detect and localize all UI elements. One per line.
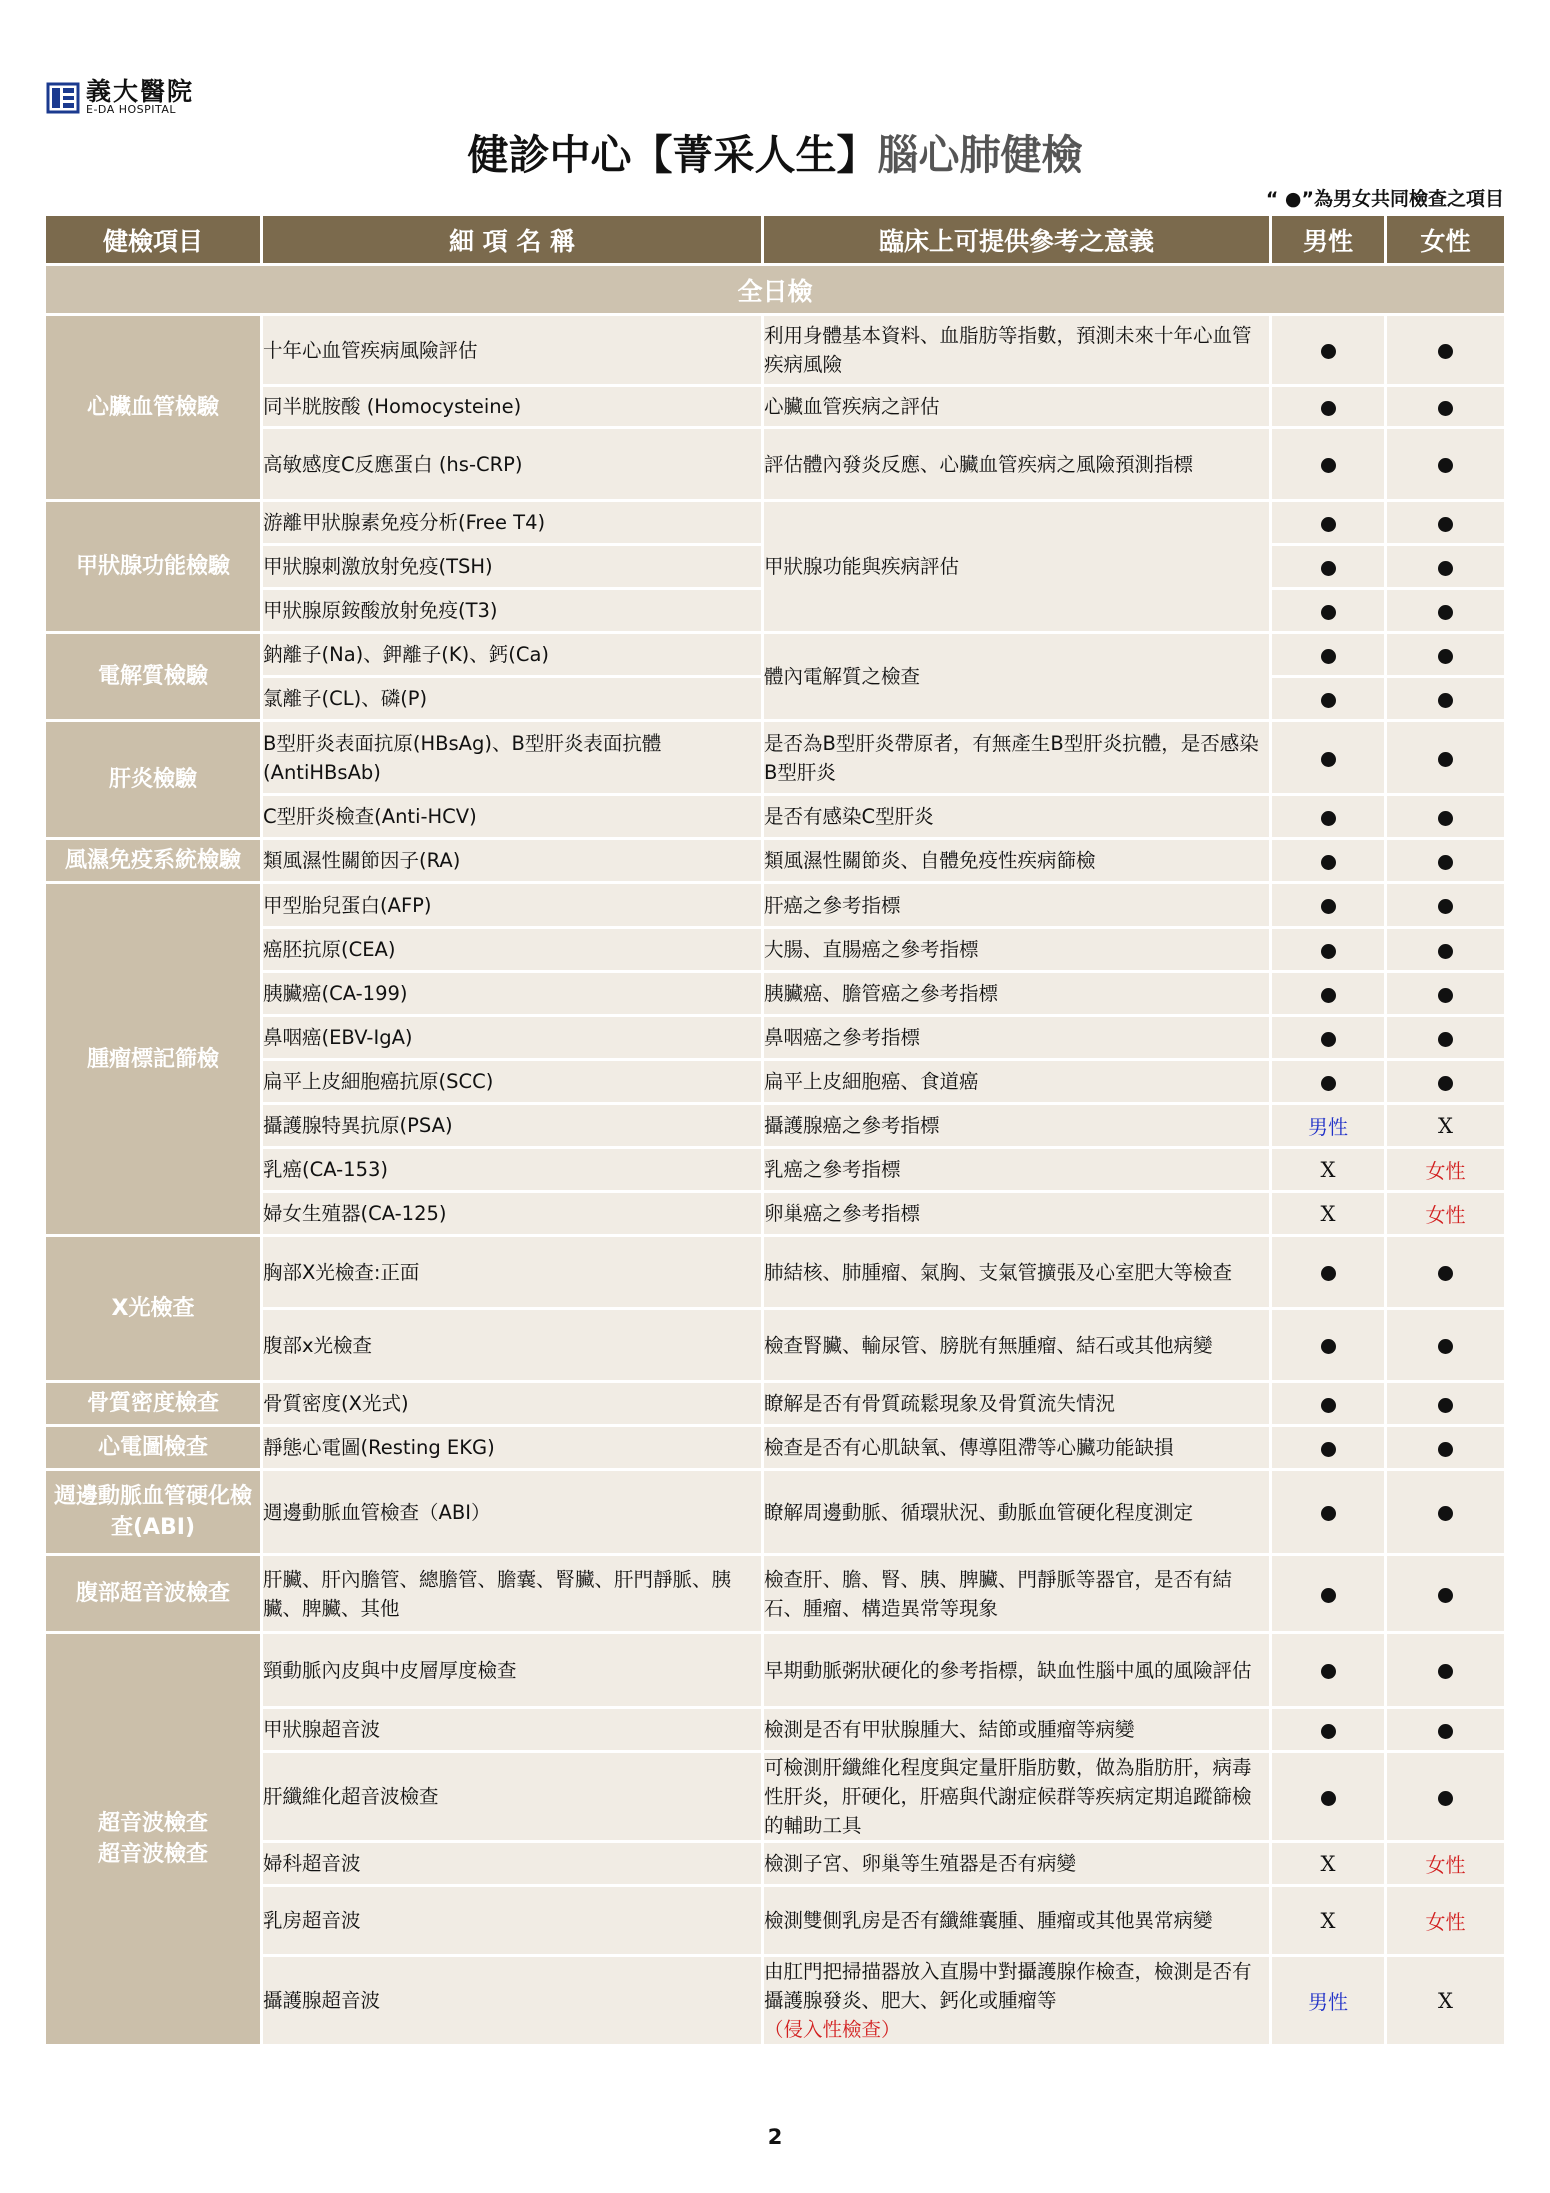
category-cell: 心電圖檢查 [46,1427,263,1471]
female-mark-cell [1387,1843,1504,1887]
table-row [46,1843,1504,1887]
legend-note: “ ●”為男女共同檢查之項目 [1265,188,1504,210]
title-main: 健診中心【菁采人生】 [467,131,878,179]
invasive-note: （侵入性檢查） [764,2018,901,2041]
female-mark-cell [1387,1149,1504,1193]
meaning-text: 扁平上皮細胞癌、食道癌 [764,1070,979,1093]
included-dot-icon [1321,1076,1336,1091]
female-mark-cell [1387,634,1504,678]
included-dot-icon [1321,899,1336,914]
female-mark-cell [1387,590,1504,634]
male-mark-cell [1272,1556,1387,1634]
male-mark-cell [1272,973,1387,1017]
male-mark-cell [1272,1709,1387,1753]
included-dot-icon [1321,605,1336,620]
item-name-cell: 頸動脈內皮與中皮層厚度檢查 [263,1634,764,1709]
table-row [46,502,1504,546]
included-dot-icon [1321,1339,1336,1354]
included-dot-icon [1438,944,1453,959]
included-dot-icon [1321,1506,1336,1521]
male-mark-cell [1272,796,1387,840]
category-cell: 腹部超音波檢查 [46,1556,263,1634]
item-name-cell: 甲狀腺超音波 [263,1709,764,1753]
included-dot-icon [1438,401,1453,416]
item-name-cell: 高敏感度C反應蛋白 (hs-CRP) [263,429,764,502]
meaning-text: 瞭解周邊動脈、循環狀況、動脈血管硬化程度測定 [764,1500,1194,1524]
meaning-cell [764,1061,1272,1105]
meaning-text: 體內電解質之檢查 [764,665,921,688]
item-name-cell: 十年心血管疾病風險評估 [263,316,764,387]
female-mark-cell [1387,973,1504,1017]
meaning-cell [764,1709,1272,1753]
table-row [46,1105,1504,1149]
table-row [46,884,1504,929]
male-only-label: 男性 [1308,1115,1348,1139]
included-dot-icon [1321,1266,1336,1281]
male-mark-cell [1272,1310,1387,1383]
included-dot-icon [1438,855,1453,870]
meaning-text: 檢測雙側乳房是否有纖維囊腫、腫瘤或其他異常病變 [764,1909,1213,1932]
meaning-text: 卵巢癌之參考指標 [764,1202,921,1225]
meaning-text: 檢測是否有甲狀腺腫大、結節或腫瘤等病變 [764,1718,1135,1741]
included-dot-icon [1321,1664,1336,1679]
male-mark-cell [1272,1061,1387,1105]
table-row [46,1017,1504,1061]
meaning-text: 鼻咽癌之參考指標 [764,1026,921,1049]
item-name-cell: 癌胚抗原(CEA) [263,929,764,973]
male-mark-cell [1272,634,1387,678]
item-name-cell: 婦科超音波 [263,1843,764,1887]
meaning-text: 利用身體基本資料、血脂肪等指數，預測未來十年心血管疾病風險 [764,324,1252,376]
female-mark-cell [1387,1061,1504,1105]
item-name-cell: 攝護腺超音波 [263,1957,764,2047]
table-row [46,1427,1504,1471]
title-sub: 腦心肺健檢 [877,131,1083,179]
included-dot-icon [1321,1791,1336,1806]
meaning-text: 早期動脈粥狀硬化的參考指標，缺血性腦中風的風險評估 [764,1658,1252,1682]
header-item-name: 細 項 名 稱 [263,216,764,266]
meaning-text: 檢查腎臟、輸尿管、膀胱有無腫瘤、結石或其他病變 [764,1333,1213,1357]
meaning-cell [764,1017,1272,1061]
table-row [46,1149,1504,1193]
female-mark-cell [1387,722,1504,796]
table-row [46,1471,1504,1556]
item-name-cell: C型肝炎檢查(Anti-HCV) [263,796,764,840]
table-row [46,1061,1504,1105]
table-row [46,1753,1504,1843]
meaning-text: 瞭解是否有骨質疏鬆現象及骨質流失情況 [764,1392,1116,1415]
female-mark-cell [1387,1887,1504,1957]
table-row [46,1193,1504,1237]
meaning-cell [764,1843,1272,1887]
included-dot-icon [1321,855,1336,870]
category-cell: 風濕免疫系統檢驗 [46,840,263,884]
female-mark-cell [1387,840,1504,884]
included-dot-icon [1321,401,1336,416]
meaning-text: 檢查肝、膽、腎、胰、脾臟、門靜脈等器官，是否有結石、腫瘤、構造異常等現象 [764,1567,1233,1620]
meaning-cell [764,1634,1272,1709]
female-mark-cell [1387,884,1504,929]
header-male: 男性 [1272,216,1387,266]
meaning-text: 胰臟癌、膽管癌之參考指標 [764,982,999,1005]
item-name-cell: 類風濕性關節因子(RA) [263,840,764,884]
table-row [46,387,1504,429]
table-row [46,634,1504,678]
meaning-cell [764,1753,1272,1843]
included-dot-icon [1438,458,1453,473]
male-mark-cell [1272,502,1387,546]
meaning-text: 是否有感染C型肝炎 [764,805,934,828]
male-mark-cell [1272,590,1387,634]
item-name-cell: 乳房超音波 [263,1887,764,1957]
meaning-cell [764,1149,1272,1193]
female-mark-cell [1387,1634,1504,1709]
included-dot-icon [1438,561,1453,576]
male-mark-cell [1272,1843,1387,1887]
table-row [46,1383,1504,1427]
table-row [46,840,1504,884]
male-mark-cell [1272,429,1387,502]
meaning-cell [764,634,1272,722]
included-dot-icon [1438,649,1453,664]
table-row [46,796,1504,840]
meaning-text: 檢查是否有心肌缺氧、傳導阻滯等心臟功能缺損 [764,1436,1174,1459]
page-title [0,122,1550,181]
included-dot-icon [1438,1791,1453,1806]
male-mark-cell [1272,1427,1387,1471]
male-mark-cell [1272,678,1387,722]
category-cell [46,1634,263,2047]
table-row [46,1709,1504,1753]
female-only-label: 女性 [1425,1203,1466,1227]
female-only-label: 女性 [1425,1159,1466,1183]
included-dot-icon [1321,517,1336,532]
male-mark-cell [1272,1017,1387,1061]
female-only-label: 女性 [1425,1853,1466,1877]
female-mark-cell [1387,796,1504,840]
item-name-cell: 肝纖維化超音波檢查 [263,1753,764,1843]
female-mark-cell [1387,546,1504,590]
included-dot-icon [1438,811,1453,826]
meaning-cell [764,1193,1272,1237]
male-mark-cell [1272,929,1387,973]
table-row [46,1237,1504,1310]
female-mark-cell [1387,1556,1504,1634]
item-name-cell: 甲型胎兒蛋白(AFP) [263,884,764,929]
included-dot-icon [1438,752,1453,767]
included-dot-icon [1438,1076,1453,1091]
logo-english-name: E-DA HOSPITAL [86,103,177,116]
item-name-cell: 胸部X光檢查:正面 [263,1237,764,1310]
category-cell: 電解質檢驗 [46,634,263,722]
male-mark-cell [1272,1634,1387,1709]
male-mark-cell [1272,546,1387,590]
hospital-logo-icon [46,78,82,116]
excluded-x-mark: X [1438,1113,1453,1138]
female-mark-cell [1387,1017,1504,1061]
female-mark-cell [1387,1310,1504,1383]
table-row [46,1887,1504,1957]
meaning-cell [764,1105,1272,1149]
table-row [46,1556,1504,1634]
category-cell: 甲狀腺功能檢驗 [46,502,263,634]
item-name-cell: 同半胱胺酸 (Homocysteine) [263,387,764,429]
category-cell: 腫瘤標記篩檢 [46,884,263,1237]
included-dot-icon [1438,899,1453,914]
male-mark-cell [1272,1149,1387,1193]
included-dot-icon [1321,458,1336,473]
included-dot-icon [1321,752,1336,767]
table-row [46,929,1504,973]
excluded-x-mark: X [1320,1908,1336,1933]
included-dot-icon [1321,344,1336,359]
female-mark-cell [1387,929,1504,973]
male-mark-cell [1272,1105,1387,1149]
meaning-text: 評估體內發炎反應、心臟血管疾病之風險預測指標 [764,452,1194,476]
meaning-cell [764,387,1272,429]
female-mark-cell [1387,1193,1504,1237]
item-name-cell: 攝護腺特異抗原(PSA) [263,1105,764,1149]
meaning-text: 甲狀腺功能與疾病評估 [764,555,960,578]
category-label: 超音波檢查 [97,1811,208,1836]
section-title: 全日檢 [46,266,1504,316]
included-dot-icon [1438,1398,1453,1413]
item-name-cell: 胰臟癌(CA-199) [263,973,764,1017]
male-mark-cell [1272,1193,1387,1237]
item-name-cell: 氯離子(CL)、磷(P) [263,678,764,722]
female-mark-cell [1387,1237,1504,1310]
checkup-table [46,216,1504,2047]
included-dot-icon [1438,1724,1453,1739]
header-clinical-meaning: 臨床上可提供參考之意義 [764,216,1272,266]
included-dot-icon [1438,1442,1453,1457]
page-number: 2 [767,2125,783,2149]
included-dot-icon [1438,1588,1453,1603]
section-row [46,266,1504,316]
female-mark-cell [1387,1957,1504,2047]
female-mark-cell [1387,1471,1504,1556]
meaning-cell [764,884,1272,929]
meaning-cell [764,796,1272,840]
male-mark-cell [1272,316,1387,387]
male-mark-cell [1272,884,1387,929]
included-dot-icon [1438,1266,1453,1281]
category-cell: 骨質密度檢查 [46,1383,263,1427]
included-dot-icon [1438,1664,1453,1679]
meaning-text: 乳癌之參考指標 [764,1158,901,1181]
excluded-x-mark: X [1320,1157,1336,1182]
female-mark-cell [1387,502,1504,546]
meaning-cell [764,973,1272,1017]
item-name-cell: 甲狀腺原銨酸放射免疫(T3) [263,590,764,634]
female-mark-cell [1387,387,1504,429]
header-category: 健檢項目 [46,216,263,266]
category-cell: 週邊動脈血管硬化檢查(ABI) [46,1471,263,1556]
excluded-x-mark: X [1438,1988,1453,2013]
item-name-cell: 扁平上皮細胞癌抗原(SCC) [263,1061,764,1105]
included-dot-icon [1321,1398,1336,1413]
table-row [46,973,1504,1017]
item-name-cell: 鼻咽癌(EBV-IgA) [263,1017,764,1061]
included-dot-icon [1321,1588,1336,1603]
meaning-text: 是否為B型肝炎帶原者，有無產生B型肝炎抗體，是否感染B型肝炎 [764,731,1259,784]
meaning-cell [764,929,1272,973]
included-dot-icon [1438,988,1453,1003]
meaning-cell [764,502,1272,634]
item-name-cell: 肝臟、肝內膽管、總膽管、膽囊、腎臟、肝門靜脈、胰臟、脾臟、其他 [263,1556,764,1634]
logo-chinese-name: 義大醫院 [86,77,195,106]
header-female: 女性 [1387,216,1504,266]
hospital-logo [46,70,226,122]
meaning-cell [764,1471,1272,1556]
meaning-text: 肝癌之參考指標 [764,893,901,917]
female-mark-cell [1387,678,1504,722]
included-dot-icon [1321,561,1336,576]
female-mark-cell [1387,1105,1504,1149]
included-dot-icon [1321,1724,1336,1739]
included-dot-icon [1321,1442,1336,1457]
included-dot-icon [1438,693,1453,708]
excluded-x-mark: X [1320,1201,1336,1226]
meaning-cell [764,1383,1272,1427]
item-name-cell: 靜態心電圖(Resting EKG) [263,1427,764,1471]
included-dot-icon [1321,944,1336,959]
male-only-label: 男性 [1308,1990,1348,2014]
table-row [46,1957,1504,2047]
included-dot-icon [1438,1506,1453,1521]
category-label: 超音波檢查 [97,1842,208,1867]
category-stack [46,1808,260,1870]
meaning-cell [764,840,1272,884]
male-mark-cell [1272,840,1387,884]
meaning-cell [764,1887,1272,1957]
female-mark-cell [1387,1383,1504,1427]
included-dot-icon [1321,811,1336,826]
meaning-text: 大腸、直腸癌之參考指標 [764,938,979,961]
category-cell: 肝炎檢驗 [46,722,263,840]
meaning-cell [764,1237,1272,1310]
meaning-text: 肺結核、肺腫瘤、氣胸、支氣管擴張及心室肥大等檢查 [764,1260,1233,1284]
female-mark-cell [1387,316,1504,387]
item-name-cell: 乳癌(CA-153) [263,1149,764,1193]
category-cell: X光檢查 [46,1237,263,1383]
included-dot-icon [1321,1032,1336,1047]
included-dot-icon [1321,649,1336,664]
male-mark-cell [1272,1237,1387,1310]
meaning-text: 類風濕性關節炎、自體免疫性疾病篩檢 [764,849,1096,872]
item-name-cell: 腹部x光檢查 [263,1310,764,1383]
item-name-cell: 甲狀腺刺激放射免疫(TSH) [263,546,764,590]
meaning-text: 檢測子宮、卵巢等生殖器是否有病變 [764,1852,1077,1875]
included-dot-icon [1438,517,1453,532]
male-mark-cell [1272,1887,1387,1957]
included-dot-icon [1438,344,1453,359]
item-name-cell: 週邊動脈血管檢查（ABI） [263,1471,764,1556]
item-name-cell: 鈉離子(Na)、鉀離子(K)、鈣(Ca) [263,634,764,678]
item-name-cell: 骨質密度(X光式) [263,1383,764,1427]
table-row [46,722,1504,796]
meaning-cell [764,316,1272,387]
table-row [46,1310,1504,1383]
meaning-cell [764,1310,1272,1383]
item-name-cell: 游離甲狀腺素免疫分析(Free T4) [263,502,764,546]
table-row [46,429,1504,502]
male-mark-cell [1272,1753,1387,1843]
meaning-text: 可檢測肝纖維化程度與定量肝脂肪數，做為脂肪肝，病毒性肝炎，肝硬化，肝癌與代謝症候群等疾病定期追蹤篩檢的輔助工具 [764,1756,1252,1837]
meaning-cell [764,722,1272,796]
excluded-x-mark: X [1320,1851,1336,1876]
included-dot-icon [1438,1339,1453,1354]
item-name-cell: 婦女生殖器(CA-125) [263,1193,764,1237]
male-mark-cell [1272,1957,1387,2047]
female-mark-cell [1387,1753,1504,1843]
male-mark-cell [1272,1383,1387,1427]
meaning-text: 心臟血管疾病之評估 [764,395,940,418]
female-mark-cell [1387,1709,1504,1753]
table-header-row [46,216,1504,266]
male-mark-cell [1272,722,1387,796]
meaning-text: 由肛門把掃描器放入直腸中對攝護腺作檢查，檢測是否有攝護腺發炎、肥大、鈣化或腫瘤等 [764,1960,1252,2012]
female-mark-cell [1387,429,1504,502]
included-dot-icon [1438,1032,1453,1047]
meaning-cell [764,429,1272,502]
included-dot-icon [1321,693,1336,708]
table-row [46,1634,1504,1709]
included-dot-icon [1438,605,1453,620]
item-name-cell: B型肝炎表面抗原(HBsAg)、B型肝炎表面抗體(AntiHBsAb) [263,722,764,796]
meaning-cell [764,1427,1272,1471]
meaning-text: 攝護腺癌之參考指標 [764,1114,940,1137]
category-cell: 心臟血管檢驗 [46,316,263,502]
meaning-cell [764,1556,1272,1634]
female-only-label: 女性 [1425,1910,1466,1934]
table-row [46,316,1504,387]
male-mark-cell [1272,1471,1387,1556]
female-mark-cell [1387,1427,1504,1471]
included-dot-icon [1321,988,1336,1003]
meaning-cell [764,1957,1272,2047]
male-mark-cell [1272,387,1387,429]
